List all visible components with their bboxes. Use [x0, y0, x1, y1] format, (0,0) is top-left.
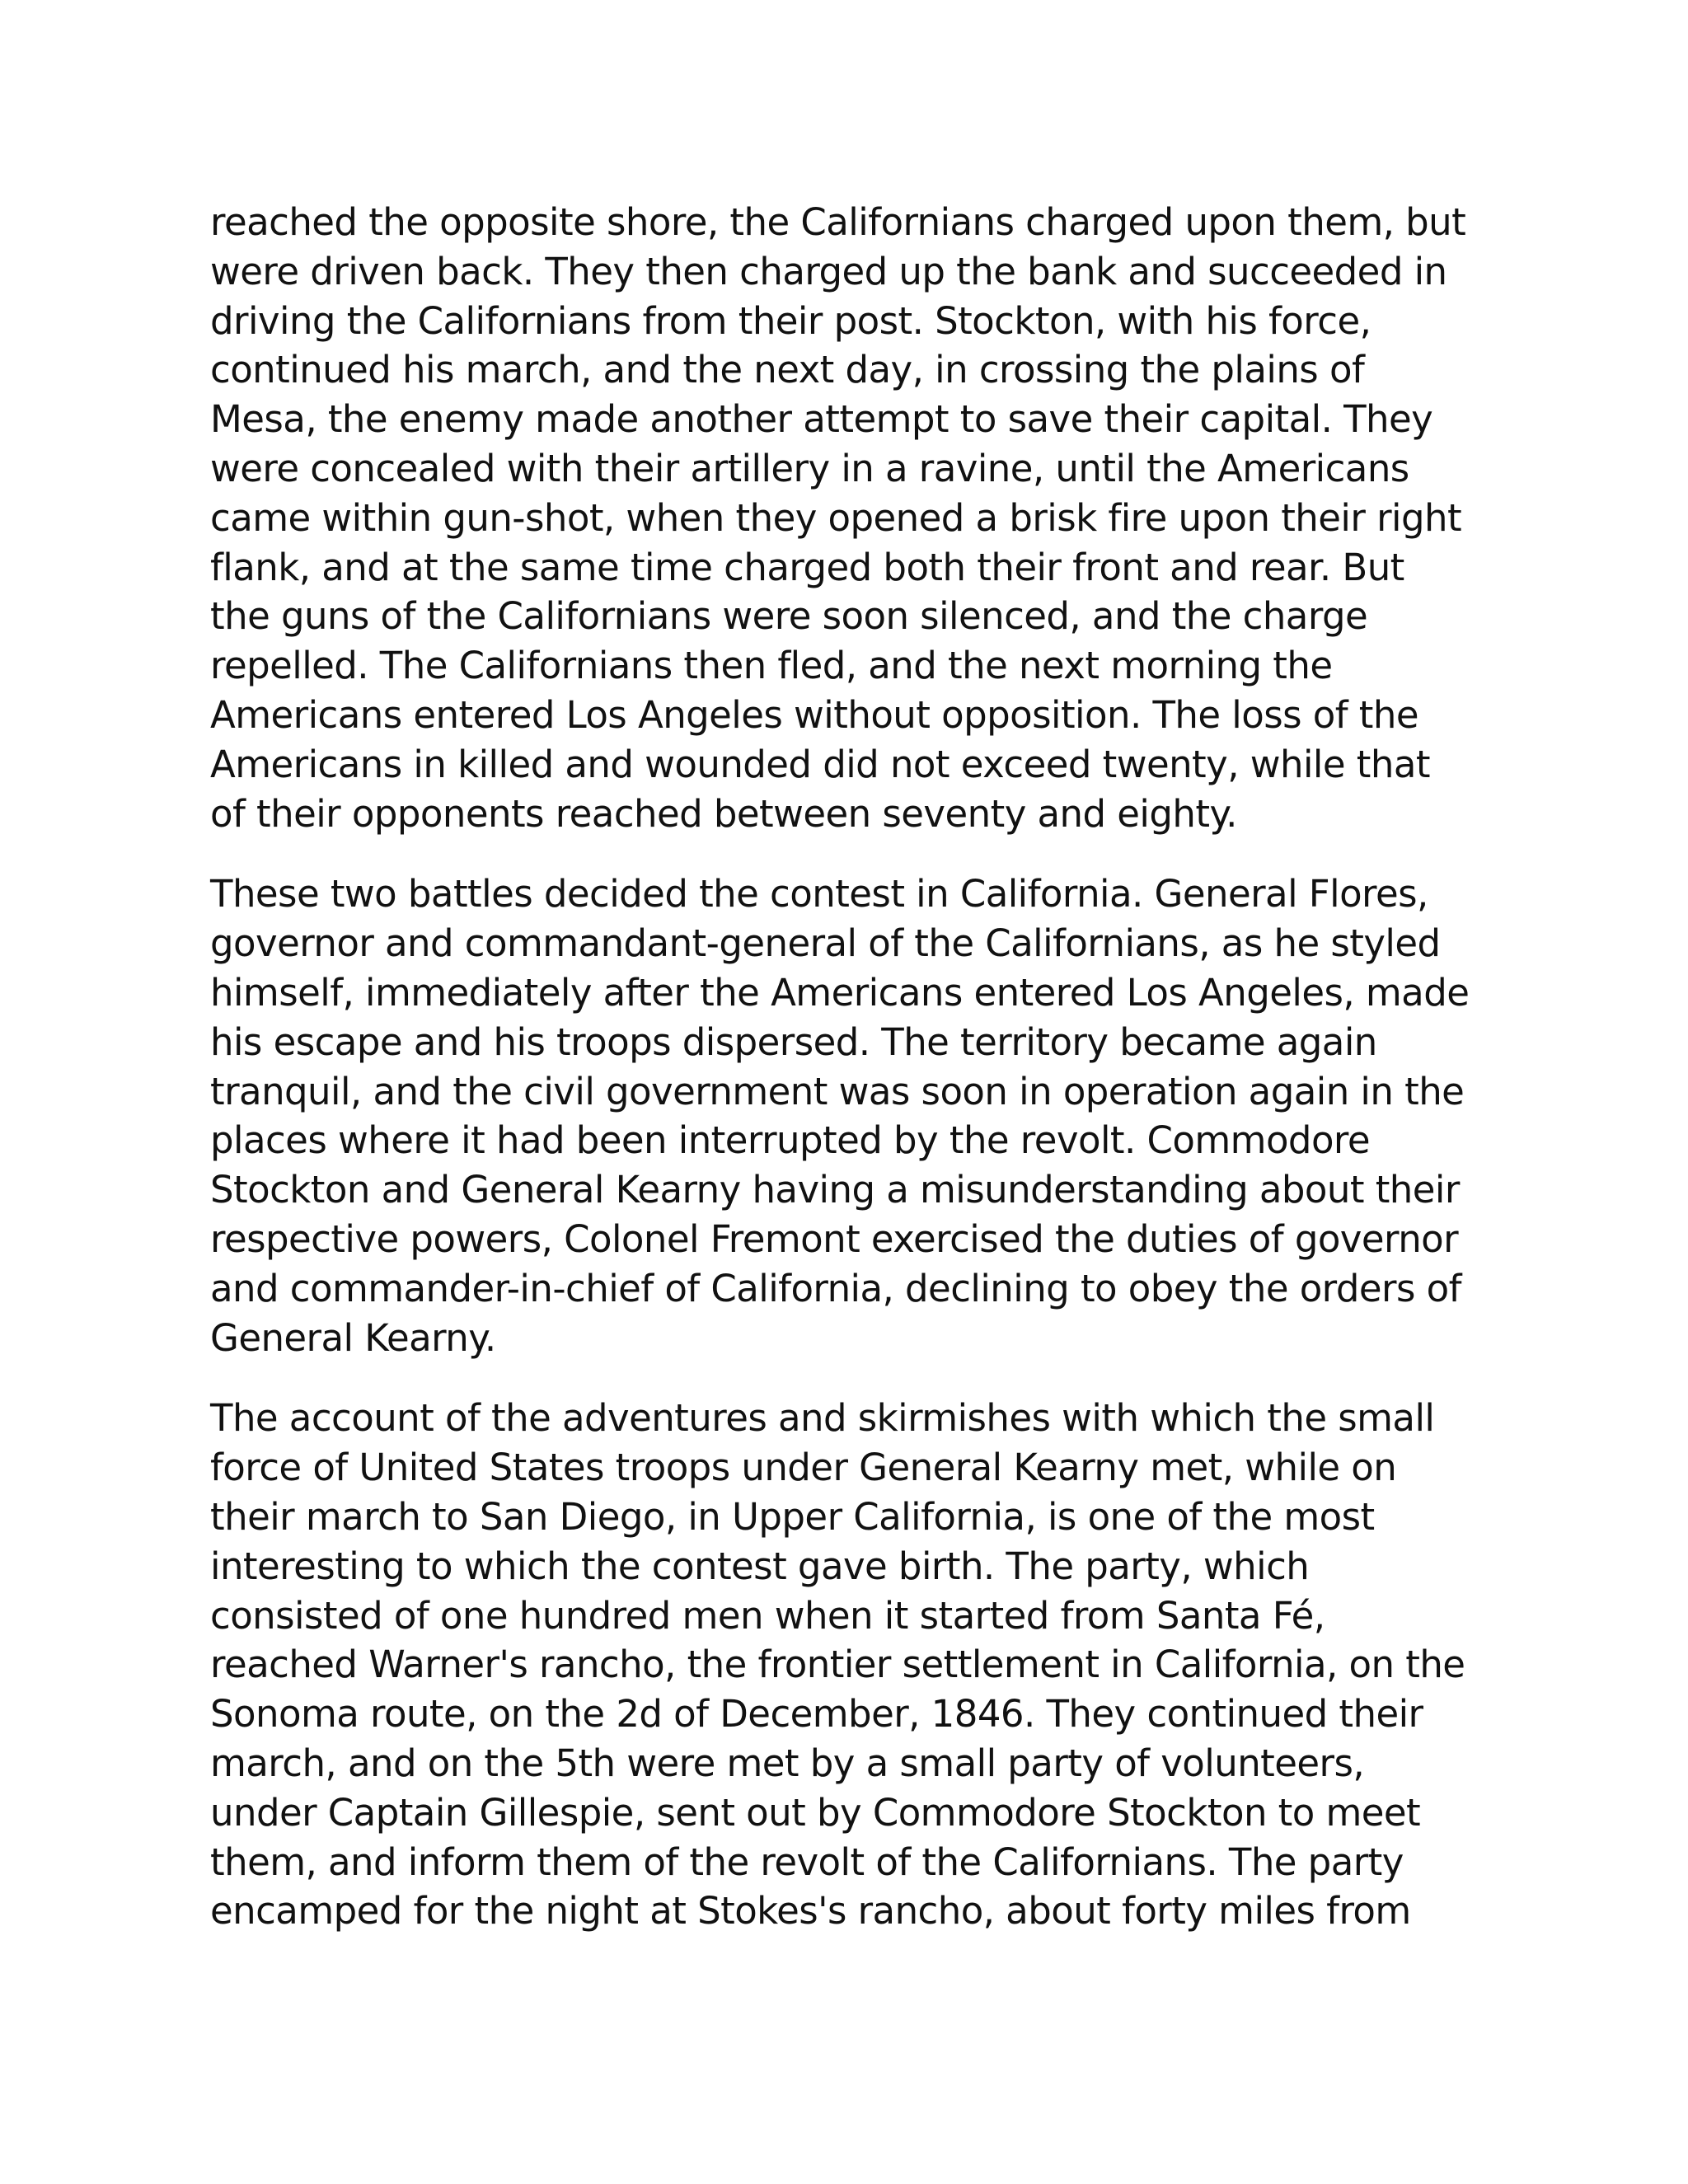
text-line: Mesa, the enemy made another attempt to save their capital. They — [210, 397, 1433, 442]
text-line: driving the Californians from their post. Stockton, with his force, — [210, 298, 1372, 343]
text-line: General Kearny. — [210, 1315, 496, 1360]
text-line: Americans entered Los Angeles without opposition. The loss of the — [210, 692, 1418, 737]
text-line: consisted of one hundred men when it started from Santa Fé, — [210, 1593, 1325, 1638]
body-text — [210, 198, 1496, 1936]
paragraph-3 — [210, 1394, 1496, 1936]
text-line: came within gun-shot, when they opened a brisk fire upon their right — [210, 495, 1462, 540]
text-line: reached Warner's rancho, the frontier settlement in California, on the — [210, 1643, 1465, 1687]
text-line: repelled. The Californians then fled, and the next morning the — [210, 644, 1333, 688]
text-line: the guns of the Californians were soon silenced, and the charge — [210, 594, 1368, 639]
text-line: under Captain Gillespie, sent out by Commodore Stockton to meet — [210, 1790, 1421, 1835]
text-line: governor and commandant-general of the Californians, as he styled — [210, 921, 1441, 966]
text-line: flank, and at the same time charged both their front and rear. But — [210, 545, 1404, 589]
text-line: were driven back. They then charged up the bank and succeeded in — [210, 249, 1447, 293]
text-line: reached the opposite shore, the Californians charged upon them, but — [210, 200, 1466, 244]
paragraph-1 — [210, 198, 1496, 838]
text-line: himself, immediately after the Americans entered Los Angeles, made — [210, 970, 1470, 1015]
text-line: The account of the adventures and skirmishes with which the small — [210, 1396, 1435, 1441]
text-line: Americans in killed and wounded did not exceed twenty, while that — [210, 742, 1430, 786]
text-line: them, and inform them of the revolt of the Californians. The party — [210, 1840, 1404, 1884]
text-line: continued his march, and the next day, in crossing the plains of — [210, 348, 1365, 392]
text-line: of their opponents reached between seventy and eighty. — [210, 791, 1237, 836]
text-line: respective powers, Colonel Fremont exercised the duties of governor — [210, 1216, 1459, 1261]
text-line: Stockton and General Kearny having a misunderstanding about their — [210, 1168, 1460, 1212]
text-line: and commander-in-chief of California, declining to obey the orders of — [210, 1266, 1461, 1310]
text-line: their march to San Diego, in Upper California, is one of the most — [210, 1494, 1375, 1539]
text-line: tranquil, and the civil government was soon in operation again in the — [210, 1069, 1465, 1113]
text-line: force of United States troops under General Kearny met, while on — [210, 1446, 1397, 1490]
text-line: places where it had been interrupted by the revolt. Commodore — [210, 1118, 1371, 1163]
text-line: encamped for the night at Stokes's rancho, about forty miles from — [210, 1889, 1411, 1933]
text-line: were concealed with their artillery in a ravine, until the Americans — [210, 446, 1409, 490]
text-line: These two battles decided the contest in California. General Flores, — [210, 872, 1428, 916]
paragraph-2 — [210, 869, 1496, 1362]
text-line: Sonoma route, on the 2d of December, 1846. They continued their — [210, 1692, 1423, 1736]
text-line: interesting to which the contest gave birth. The party, which — [210, 1544, 1310, 1588]
text-line: his escape and his troops dispersed. The territory became again — [210, 1019, 1377, 1064]
text-line: march, and on the 5th were met by a small party of volunteers, — [210, 1741, 1365, 1785]
